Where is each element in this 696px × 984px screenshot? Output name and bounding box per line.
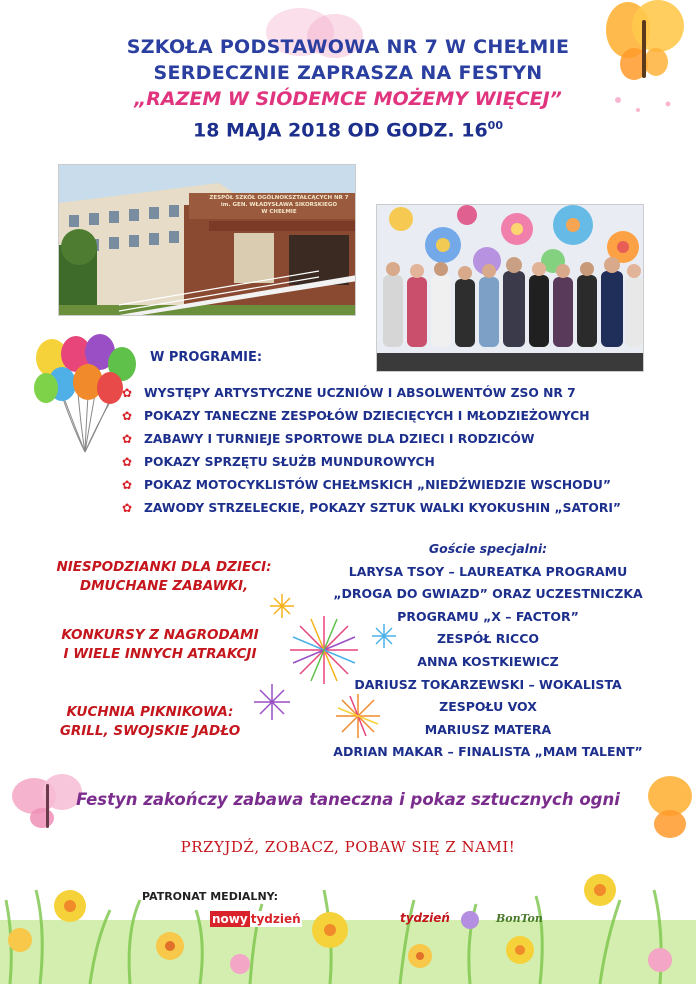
nowy-tydzien-logo: nowy tydzień (212, 912, 301, 926)
list-item: ✿ POKAZY TANECZNE ZESPOŁÓW DZIECIĘCYCH I MŁODZIEŻOWYCH (122, 405, 621, 428)
slogan: PRZYJDŹ, ZOBACZ, POBAW SIĘ Z NAMI! (180, 838, 516, 856)
flower-bullet-icon: ✿ (122, 455, 133, 469)
students-performance-photo (376, 204, 644, 372)
flower-bullet-icon: ✿ (122, 501, 133, 515)
bonton-logo: BonTon (496, 912, 543, 925)
flower-bullet-icon: ✿ (122, 478, 133, 492)
flower-bullet-icon: ✿ (122, 386, 133, 400)
program-title: W PROGRAMIE: (150, 350, 263, 365)
tydzien-logo: tydzień (400, 911, 450, 925)
list-item: ✿ POKAZY SPRZĘTU SŁUŻB MUNDUROWYCH (122, 451, 621, 474)
school-building-photo (58, 164, 356, 316)
guest-line: ANNA KOSTKIEWICZ (417, 653, 559, 669)
guest-line: ADRIAN MAKAR – FINALISTA „MAM TALENT” (333, 744, 643, 760)
program-list (122, 382, 621, 520)
guest-line: PROGRAMU „X – FACTOR” (397, 608, 579, 624)
event-date: 18 MAJA 2018 OD GODZ. $16^{00}$ (193, 119, 503, 142)
special-guests (318, 538, 658, 764)
festival-title: „RAZEM W SIÓDEMCE MOŻEMY WIĘCEJ” (134, 88, 562, 110)
guests-title: Goście specjalni: (428, 541, 548, 556)
closing-line: Festyn zakończy zabawa taneczna i pokaz sztucznych ogni (76, 790, 620, 809)
guest-line: ZESPÓŁ RICCO (436, 631, 540, 647)
guest-line: ZESPOŁU VOX (439, 699, 537, 715)
guest-line: „DROGA DO GWIAZD” ORAZ UCZESTNICZKA (333, 586, 643, 602)
guest-line: DARIUSZ TOKARZEWSKI – WOKALISTA (354, 676, 622, 692)
grass-icon (0, 860, 696, 984)
guest-line: LARYSA TSOY – LAUREATKA PROGRAMU (348, 563, 628, 579)
list-item: ✿ WYSTĘPY ARTYSTYCZNE UCZNIÓW I ABSOLWENTÓW ZSO NR 7 (122, 382, 621, 405)
school-sign: ZESPÓŁ SZKÓŁ OGÓLNOKSZTAŁCĄCYCH NR 7 im. GEN. WŁADYSŁAWA SIKORSKIEGO W CHEŁMIE (209, 195, 349, 215)
surprises-block: NIESPODZIANKI DLA DZIECI: DMUCHANE ZABAWKI, (56, 559, 272, 594)
invitation-line: SERDECZNIE ZAPRASZA NA FESTYN (153, 62, 543, 84)
list-item: ✿ ZABAWY I TURNIEJE SPORTOWE DLA DZIECI I RODZICÓW (122, 428, 621, 451)
poster-header (0, 34, 696, 144)
contests-block: KONKURSY Z NAGRODAMI I WIELE INNYCH ATRAKCJI (61, 627, 259, 662)
list-item: ✿ POKAZ MOTOCYKLISTÓW CHEŁMSKICH „NIEDŹWIEDZIE WSCHODU” (122, 474, 621, 497)
guest-line: MARIUSZ MATERA (424, 721, 552, 737)
flower-bullet-icon: ✿ (122, 409, 133, 423)
school-name: SZKOŁA PODSTAWOWA NR 7 W CHEŁMIE (126, 36, 570, 58)
list-item: ✿ ZAWODY STRZELECKIE, POKAZY SZTUK WALKI KYOKUSHIN „SATORI” (122, 497, 621, 520)
media-patron-label: PATRONAT MEDIALNY: (142, 890, 279, 903)
butterfly-icon (644, 774, 696, 844)
flower-bullet-icon: ✿ (122, 432, 133, 446)
picnic-kitchen-block: KUCHNIA PIKNIKOWA: GRILL, SWOJSKIE JADŁO (59, 704, 241, 739)
